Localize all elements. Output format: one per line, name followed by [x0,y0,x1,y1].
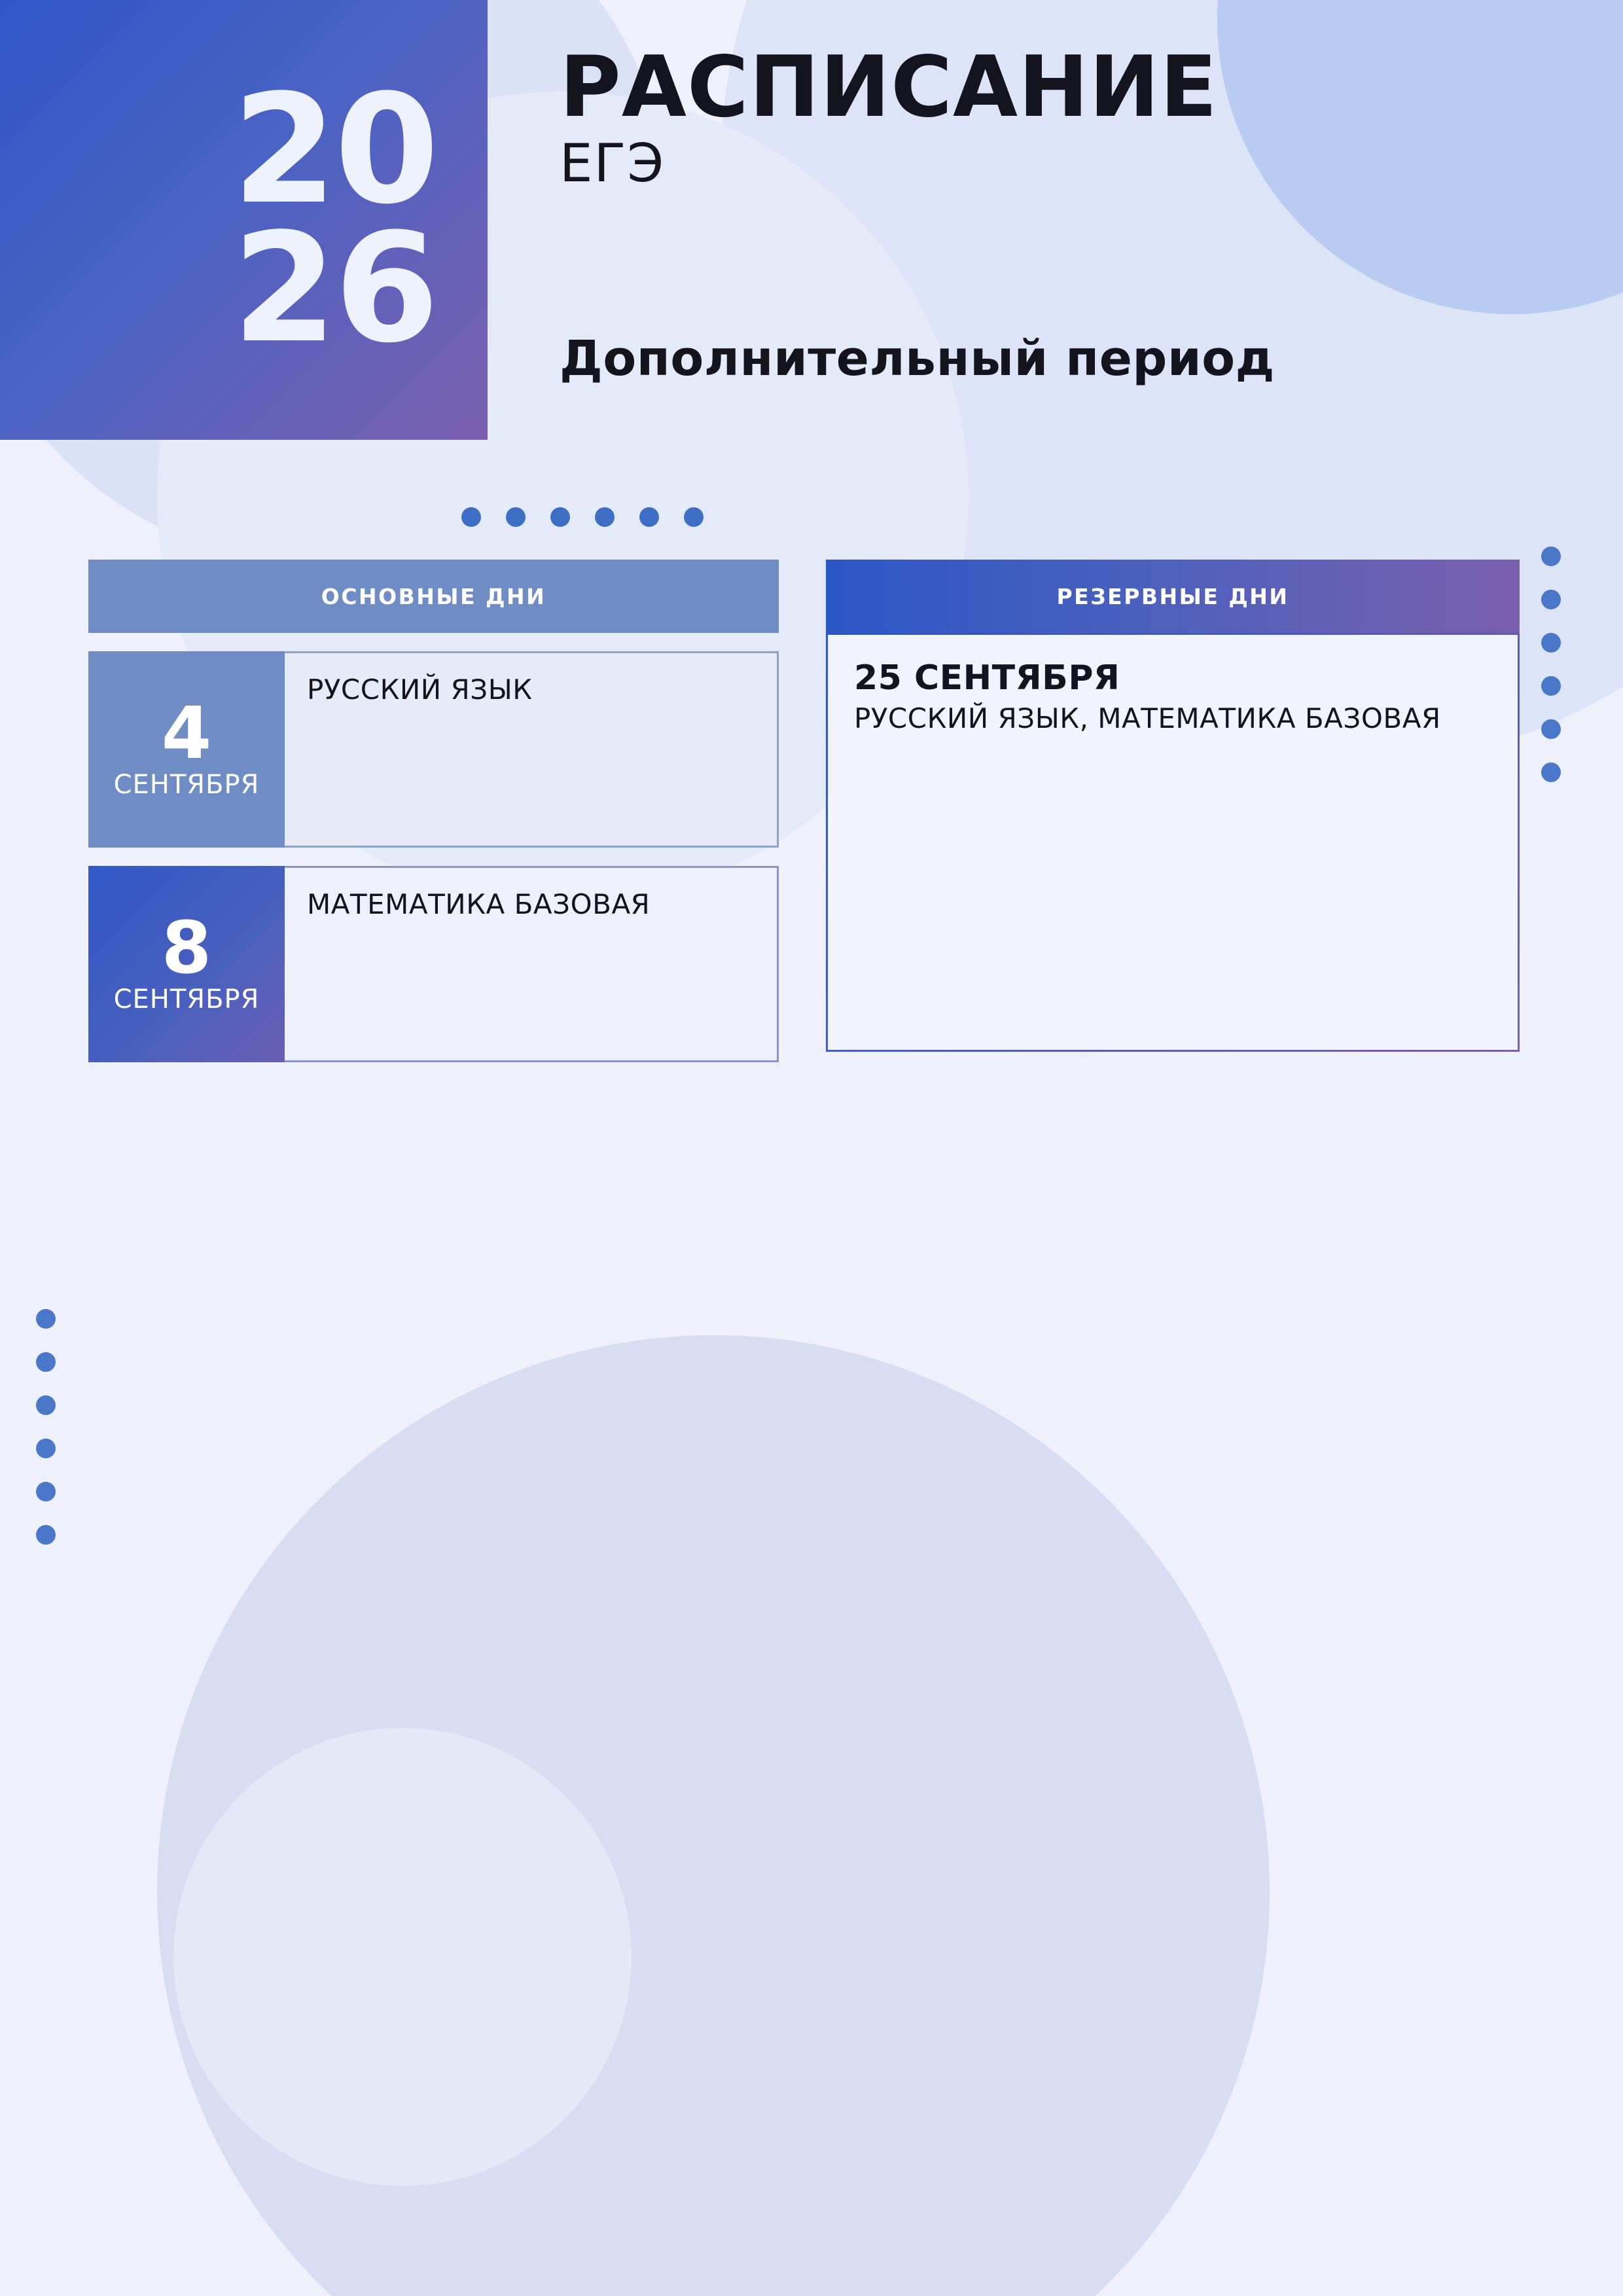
dot [1541,547,1561,566]
dot [36,1309,56,1329]
dot [1541,633,1561,653]
exam-subjects: МАТЕМАТИКА БАЗОВАЯ [285,866,779,1062]
reserve-days-column [826,560,1520,1052]
dot [1541,719,1561,739]
dot [1541,676,1561,696]
period-label: Дополнительный период [560,331,1275,387]
dot [36,1395,56,1415]
exam-day-row [88,651,779,848]
dot [639,507,659,527]
year-top: 20 [232,63,437,238]
poster-header [0,0,1623,458]
exam-day-number: 4 [161,691,212,775]
decor-circle-bottom-inner [173,1728,632,2186]
title-area [560,39,1218,194]
dot [36,1525,56,1545]
main-days-column [88,560,779,1062]
exam-subjects: РУССКИЙ ЯЗЫК [285,651,779,848]
dot [36,1352,56,1372]
dot-column-left [36,1309,56,1545]
dot [461,507,481,527]
page-title: РАСПИСАНИЕ [560,39,1218,136]
exam-day-month: СЕНТЯБРЯ [113,770,260,800]
dot [550,507,570,527]
dot [595,507,615,527]
dot [506,507,526,527]
reserve-days-heading: РЕЗЕРВНЫЕ ДНИ [826,560,1520,633]
exam-date-badge [88,866,285,1062]
main-days-heading: ОСНОВНЫЕ ДНИ [88,560,779,633]
reserve-day-date: 25 СЕНТЯБРЯ [854,658,1120,698]
dot [1541,762,1561,782]
page-subtitle: ЕГЭ [560,133,666,194]
exam-day-row [88,866,779,1062]
year-badge [0,0,488,440]
dot-column-right [1541,547,1561,782]
dot [36,1439,56,1458]
dot-row-divider [461,507,704,527]
reserve-days-panel [826,633,1520,1052]
reserve-day-subjects: РУССКИЙ ЯЗЫК, МАТЕМАТИКА БАЗОВАЯ [854,702,1441,734]
exam-date-badge [88,651,285,848]
dot [36,1482,56,1501]
dot [1541,590,1561,609]
year-bottom: 26 [232,202,437,376]
exam-day-number: 8 [161,905,212,990]
exam-day-month: СЕНТЯБРЯ [113,984,260,1015]
dot [684,507,704,527]
reserve-day-item [854,658,1491,736]
